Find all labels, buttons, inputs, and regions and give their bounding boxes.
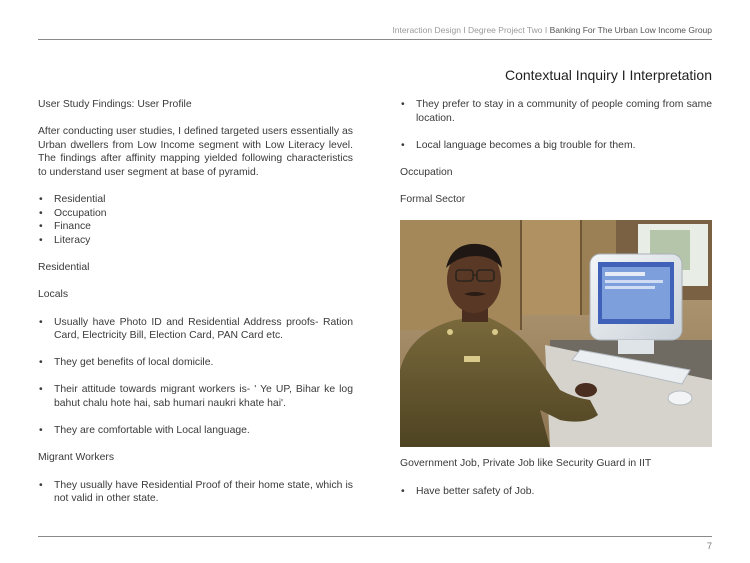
bottom-divider [38, 536, 712, 537]
occupation-heading: Occupation [400, 166, 453, 178]
list-item: • Occupation [38, 207, 353, 221]
header-breadcrumb: Interaction Design I Degree Project Two I [392, 25, 548, 35]
list-item: • Local language becomes a big trouble for them. [400, 139, 712, 153]
list-item: • They prefer to stay in a community of people coming from same location. [400, 98, 712, 125]
formal-sector-label: Formal Sector [400, 194, 466, 206]
profile-list [38, 193, 353, 247]
left-column [38, 98, 353, 519]
photo-caption: Government Job, Private Job like Security Guard in IIT [400, 458, 652, 470]
migrant-list-continued [400, 98, 712, 152]
left-heading: User Study Findings: User Profile [38, 99, 192, 110]
migrant-label: Migrant Workers [38, 452, 115, 464]
list-item: • Residential [38, 193, 353, 207]
list-item: • They get benefits of local domicile. [38, 356, 353, 370]
list-item: • Literacy [38, 234, 353, 248]
migrant-list [38, 479, 353, 506]
locals-list [38, 316, 353, 438]
residential-heading: Residential [38, 262, 90, 274]
page-number: 7 [706, 541, 712, 551]
job-benefits-list [400, 485, 712, 499]
list-item: • Have better safety of Job. [400, 485, 712, 499]
right-column [400, 98, 712, 512]
list-item: • Their attitude towards migrant workers is- ' Ye UP, Bihar ke log bahut chalu hote hai, sab humari naukri khate hai'. [38, 383, 353, 410]
list-item: • They usually have Residential Proof of their home state, which is not valid in other state. [38, 479, 353, 506]
section-title: Contextual Inquiry I Interpretation [504, 67, 712, 83]
running-header [392, 25, 712, 35]
header-project-title: Banking For The Urban Low Income Group [549, 25, 712, 35]
locals-label: Locals [38, 289, 69, 301]
top-divider [38, 39, 712, 40]
list-item: • They are comfortable with Local language. [38, 424, 353, 438]
intro-paragraph: After conducting user studies, I defined targeted users essentially as Urban dwellers from Low Income segment with Low Literacy level. The findings after affinity mapping yielded following characteristics to understand user segment at base of pyramid. [38, 126, 353, 178]
list-item: • Usually have Photo ID and Residential Address proofs- Ration Card, Electricity Bill, Election Card, PAN Card etc. [38, 316, 353, 343]
list-item: • Finance [38, 220, 353, 234]
security-guard-photo [400, 220, 712, 447]
